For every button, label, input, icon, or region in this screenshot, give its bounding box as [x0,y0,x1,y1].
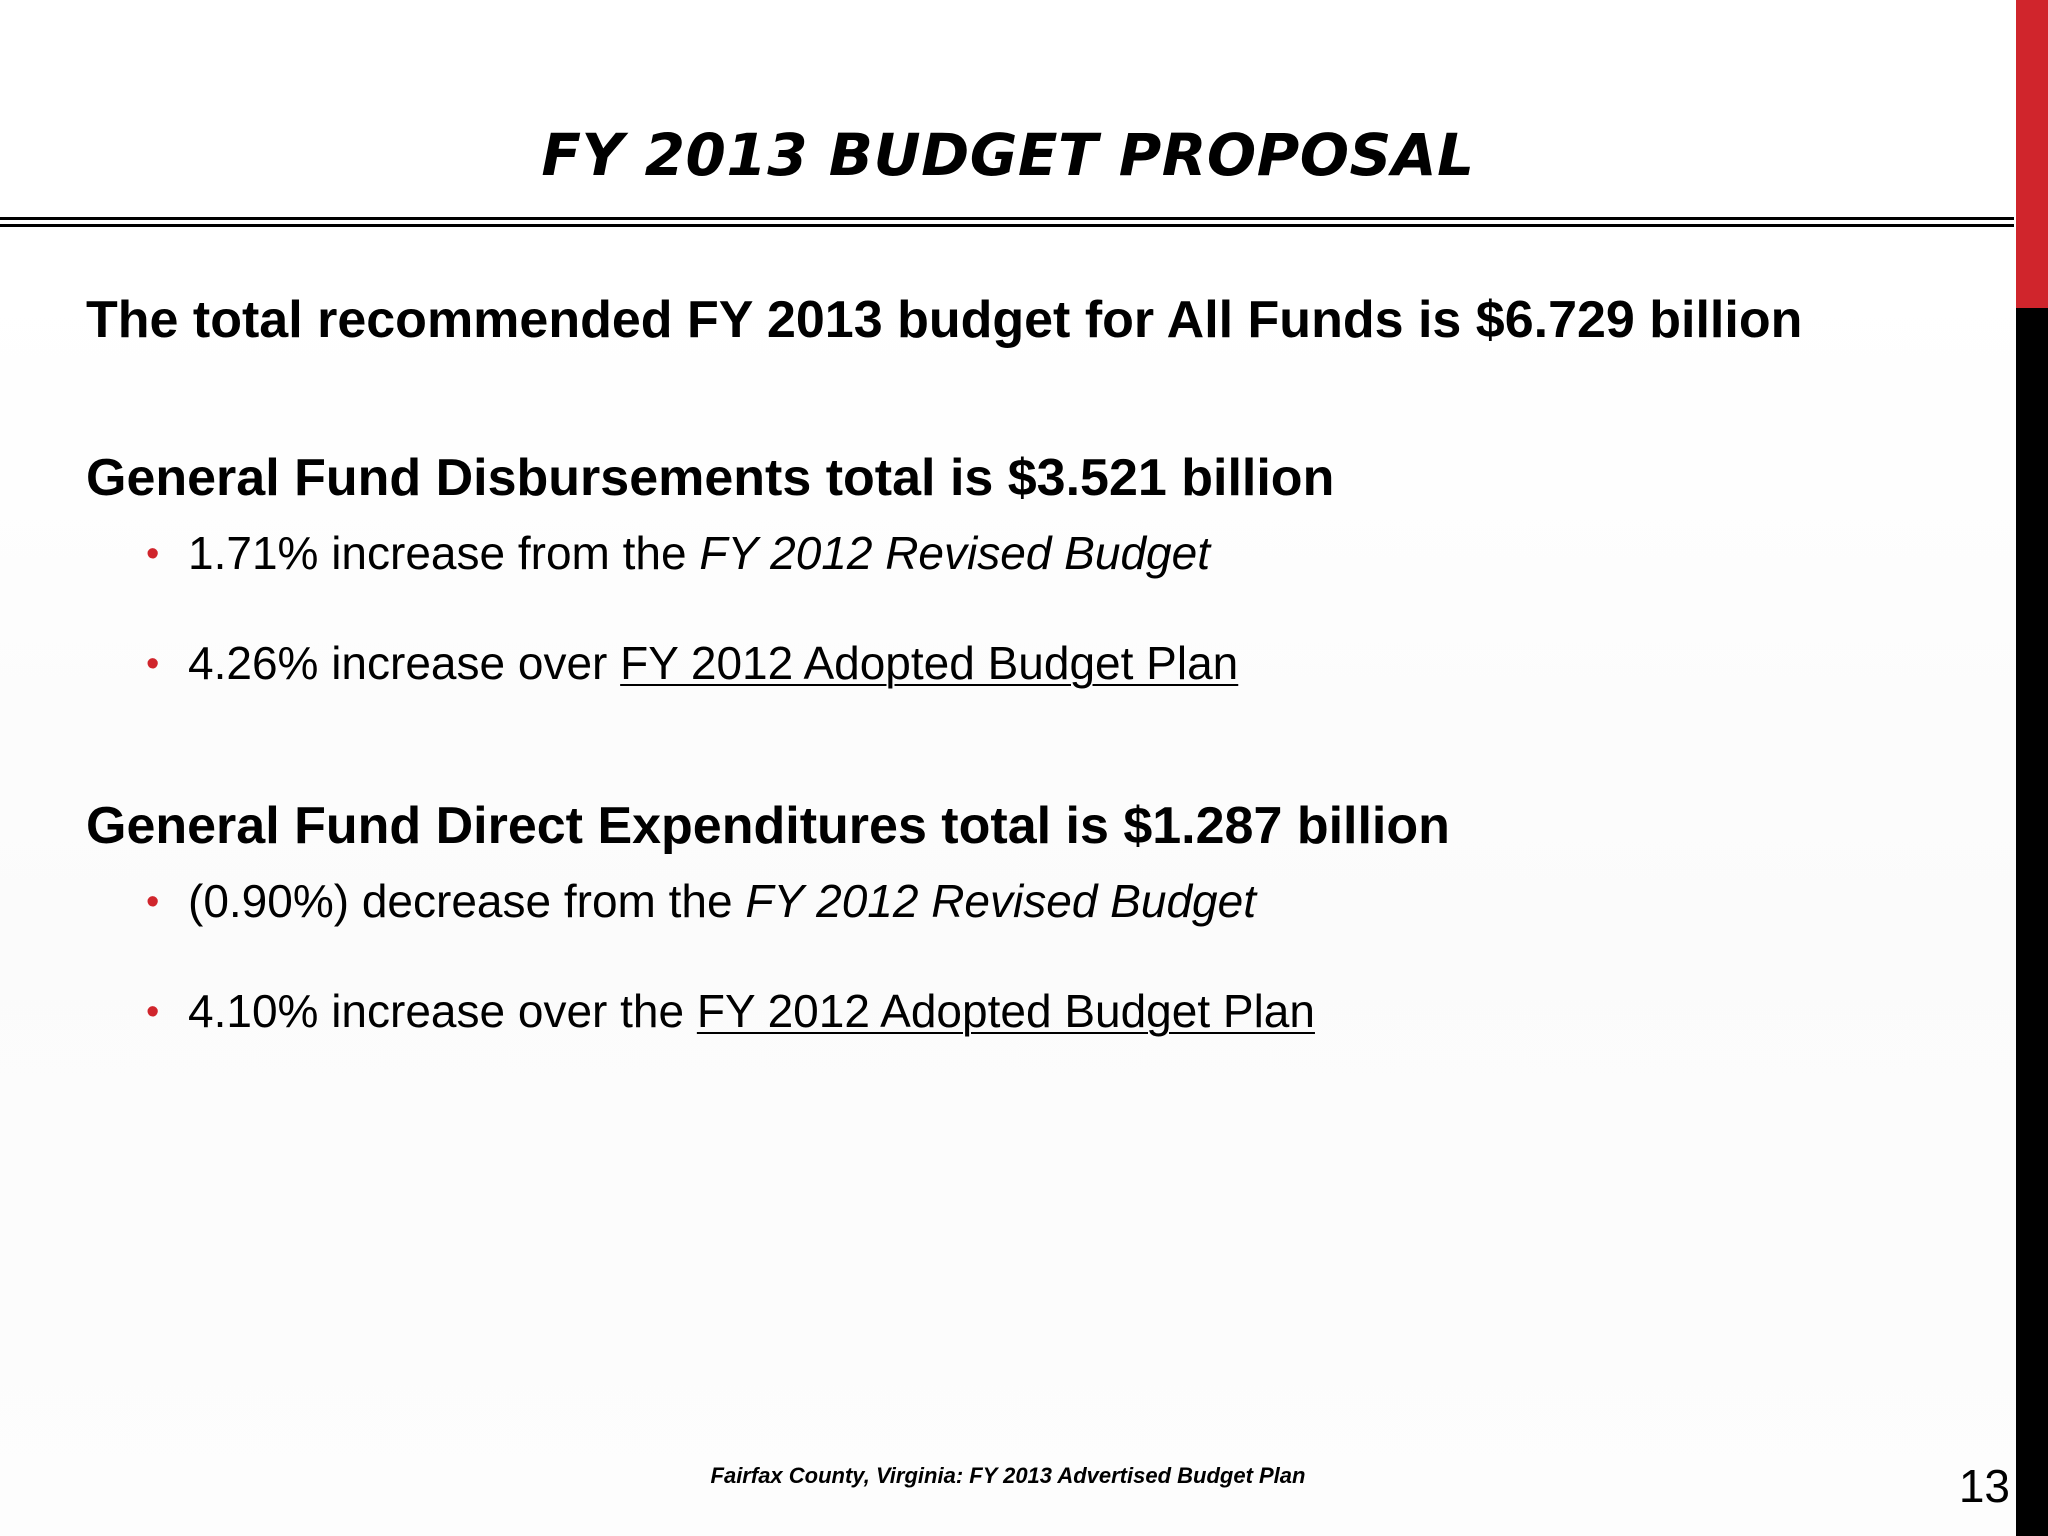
bullet-reference: FY 2012 Adopted Budget Plan [696,985,1315,1037]
bullet-icon: • [146,533,160,575]
bullet-icon: • [146,991,160,1033]
title-divider-top [0,217,2014,220]
bullet-text: 4.10% increase over the [188,985,697,1037]
list-item [146,982,1315,1041]
page-number: 13 [1958,1460,2010,1512]
bullet-icon: • [146,881,160,923]
bullet-text: 1.71% increase from the [188,527,700,579]
list-item [146,634,1238,693]
title-divider-bottom [0,224,2014,227]
list-item [146,872,1256,931]
side-accent-black-bar [2016,308,2048,1536]
disbursements-heading: General Fund Disbursements total is $3.521 billion [86,449,1335,507]
bullet-text: 4.26% increase over [188,637,621,689]
bullet-reference: FY 2012 Revised Budget [745,875,1256,927]
side-accent-red-bar [2016,0,2048,308]
direct-expenditures-heading: General Fund Direct Expenditures total is $1.287 billion [86,797,1450,855]
bullet-reference: FY 2012 Revised Budget [699,527,1210,579]
bullet-text: (0.90%) decrease from the [188,875,746,927]
bullet-icon: • [146,643,160,685]
slide-title: FY 2013 BUDGET PROPOSAL [541,121,1475,189]
all-funds-heading: The total recommended FY 2013 budget for All Funds is $6.729 billion [86,291,1803,349]
bullet-reference: FY 2012 Adopted Budget Plan [620,637,1239,689]
list-item [146,524,1210,583]
slide-footer: Fairfax County, Virginia: FY 2013 Advertised Budget Plan [710,1463,1306,1488]
